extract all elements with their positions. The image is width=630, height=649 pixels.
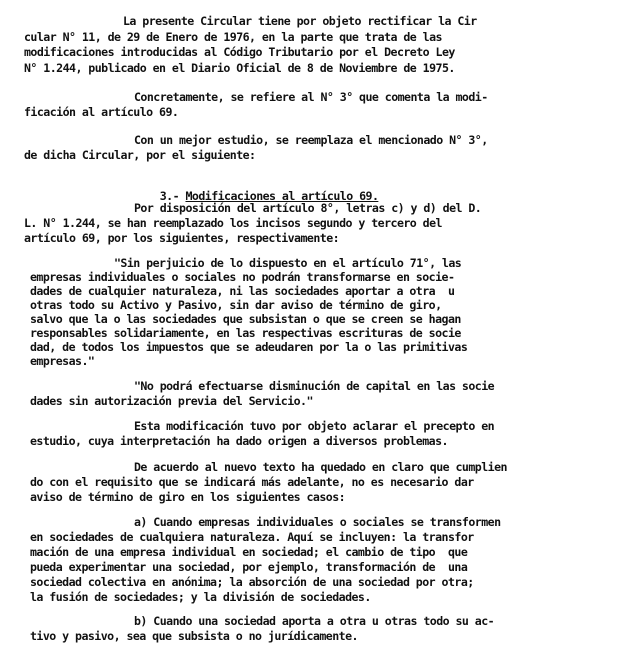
heading-title: Modificaciones al artículo 69. <box>185 189 379 203</box>
text-line: modificaciones introducidas al Código Tributario por el Decreto Ley <box>24 45 455 59</box>
text-line: la fusión de sociedades; y la división de sociedades. <box>30 590 371 604</box>
heading-number: 3.- <box>159 189 180 203</box>
text-line: "No podrá efectuarse disminución de capital en las socie <box>134 379 495 393</box>
text-line: Esta modificación tuvo por objeto aclarar el precepto en <box>134 419 495 433</box>
text-line: sociedad colectiva en anónima; la absorción de una sociedad por otra; <box>30 575 474 589</box>
text-line: estudio, cuya interpretación ha dado origen a diversos problemas. <box>30 434 448 448</box>
text-line: empresas." <box>30 354 95 368</box>
text-line: do con el requisito que se indicará más adelante, no es necesario dar <box>30 475 474 489</box>
text-line: cular N° 11, de 29 de Enero de 1976, en la parte que trata de las <box>24 30 442 44</box>
text-line: salvo que la o las sociedades que subsistan o que se creen se hagan <box>30 312 461 326</box>
text-line: dades sin autorización previa del Servicio." <box>30 394 313 408</box>
text-line: Concretamente, se refiere al N° 3° que comenta la modi- <box>134 90 488 104</box>
text-line: L. N° 1.244, se han reemplazado los incisos segundo y tercero del <box>24 216 442 230</box>
text-line: La presente Circular tiene por objeto rectificar la Cir <box>123 14 477 28</box>
text-line: tivo y pasivo, sea que subsista o no jurídicamente. <box>30 629 358 643</box>
text-line: N° 1.244, publicado en el Diario Oficial de 8 de Noviembre de 1975. <box>24 61 455 75</box>
text-line: responsables solidariamente, en las respectivas escrituras de socie <box>30 326 461 340</box>
text-line: a) Cuando empresas individuales o sociales se transformen <box>134 515 501 529</box>
text-line: b) Cuando una sociedad aporta a otra u otras todo su ac- <box>134 614 495 628</box>
text-line: dades de cualquier naturaleza, ni las sociedades aportar a otra u <box>30 284 455 298</box>
text-line: dad, de todos los impuestos que se adeudaren por la o las primitivas <box>30 340 468 354</box>
text-line: ficación al artículo 69. <box>24 105 179 119</box>
text-line: empresas individuales o sociales no podrán transformarse en socie- <box>30 270 455 284</box>
text-line: "Sin perjuicio de lo dispuesto en el artículo 71°, las <box>114 256 462 270</box>
text-line: pueda experimentar una sociedad, por ejemplo, transformación de una <box>30 560 468 574</box>
text-line: mación de una empresa individual en sociedad; el cambio de tipo que <box>30 545 468 559</box>
text-line: en sociedades de cualquiera naturaleza. Aquí se incluyen: la transfor <box>30 530 474 544</box>
text-line: Con un mejor estudio, se reemplaza el mencionado N° 3°, <box>134 133 488 147</box>
text-line: otras todo su Activo y Pasivo, sin dar aviso de término de giro, <box>30 298 442 312</box>
text-line: De acuerdo al nuevo texto ha quedado en claro que cumplien <box>134 460 507 474</box>
text-line: Por disposición del artículo 8°, letras c) y d) del D. <box>134 201 482 215</box>
text-line: artículo 69, por los siguientes, respectivamente: <box>24 231 340 245</box>
text-line: de dicha Circular, por el siguiente: <box>24 148 256 162</box>
text-line: aviso de término de giro en los siguientes casos: <box>30 490 346 504</box>
